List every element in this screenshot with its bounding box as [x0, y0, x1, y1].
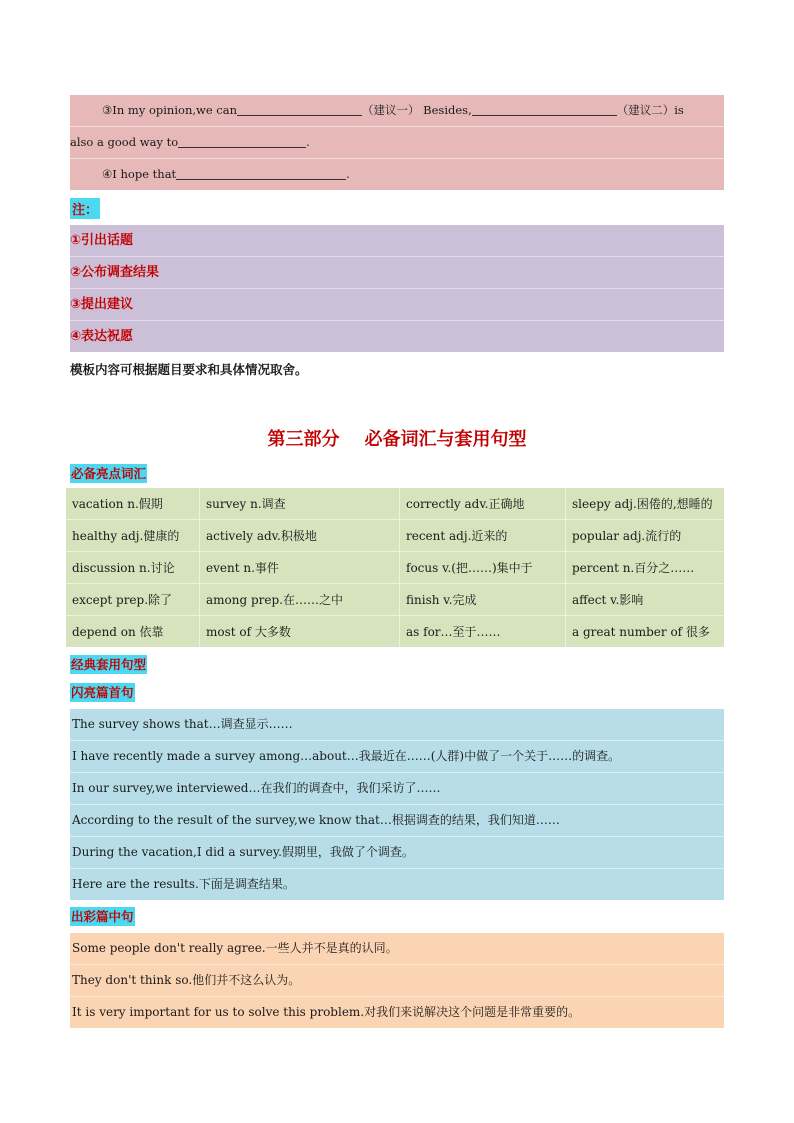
vocab-cell: as for…至于…… — [400, 616, 566, 648]
middle-heading: 出彩篇中句 — [71, 909, 134, 924]
page-content — [70, 95, 724, 1028]
vocab-cell: correctly adv.正确地 — [400, 488, 566, 520]
vocab-cell: popular adj.流行的 — [566, 520, 725, 552]
opening-sentences — [70, 709, 724, 900]
list-item: According to the result of the survey,we know that…根据调查的结果，我们知道…… — [70, 805, 724, 837]
table-row — [66, 552, 724, 584]
table-row — [66, 520, 724, 552]
table-row — [66, 488, 724, 520]
list-item: The survey shows that…调查显示…… — [70, 709, 724, 741]
vocab-cell: except prep.除了 — [66, 584, 200, 616]
template-text: ③In my opinion,we can — [102, 103, 238, 117]
notes-block — [70, 225, 724, 352]
vocab-cell: actively adv.积极地 — [200, 520, 400, 552]
vocab-cell: percent n.百分之…… — [566, 552, 725, 584]
list-item: During the vacation,I did a survey.假期里，我做了个调查。 — [70, 837, 724, 869]
vocab-cell: most of 大多数 — [200, 616, 400, 648]
answer-blank[interactable] — [178, 134, 306, 148]
vocab-cell: discussion n.讨论 — [66, 552, 200, 584]
opening-heading: 闪亮篇首句 — [71, 685, 134, 700]
vocab-cell: event n.事件 — [200, 552, 400, 584]
template-text: also a good way to — [70, 135, 179, 149]
vocab-cell: survey n.调查 — [200, 488, 400, 520]
list-item: Some people don't really agree.一些人并不是真的认同。 — [70, 933, 724, 965]
template-text: （建议二）is — [616, 103, 684, 117]
section-title: 第三部分 必备词汇与套用句型 — [267, 429, 527, 450]
answer-blank[interactable] — [176, 166, 346, 180]
patterns-heading: 经典套用句型 — [71, 657, 147, 672]
template-row-suggestions-cont — [70, 127, 724, 159]
vocab-cell: recent adj.近来的 — [400, 520, 566, 552]
note-item: ②公布调查结果 — [70, 257, 724, 289]
template-text: . — [346, 167, 350, 181]
table-row — [66, 584, 724, 616]
answer-blank[interactable] — [237, 102, 362, 116]
list-item: In our survey,we interviewed…在我们的调查中，我们采访了…… — [70, 773, 724, 805]
notes-heading: 注： — [70, 198, 100, 219]
template-text: ④I hope that — [102, 167, 177, 181]
list-item: It is very important for us to solve this problem.对我们来说解决这个问题是非常重要的。 — [72, 1005, 581, 1019]
template-row-suggestions — [70, 95, 724, 127]
note-item: ①引出话题 — [70, 225, 724, 257]
template-tip: 模板内容可根据题目要求和具体情况取舍。 — [70, 362, 308, 377]
template-block — [70, 95, 724, 190]
vocab-cell: among prep.在……之中 — [200, 584, 400, 616]
vocab-heading: 必备亮点词汇 — [71, 466, 147, 481]
vocab-table — [66, 488, 724, 647]
vocab-cell: finish v.完成 — [400, 584, 566, 616]
list-item: Here are the results.下面是调查结果。 — [72, 877, 295, 891]
table-row — [66, 616, 724, 648]
vocab-cell: depend on 依靠 — [66, 616, 200, 648]
vocab-cell: healthy adj.健康的 — [66, 520, 200, 552]
answer-blank[interactable] — [472, 102, 617, 116]
template-text: （建议一） Besides, — [362, 103, 472, 117]
vocab-cell: a great number of 很多 — [572, 625, 710, 639]
template-text: . — [306, 135, 310, 149]
vocab-cell: focus v.(把……)集中于 — [400, 552, 566, 584]
vocab-cell: vacation n.假期 — [66, 488, 200, 520]
note-item: ④表达祝愿 — [70, 329, 134, 344]
vocab-cell: affect v.影响 — [566, 584, 725, 616]
vocab-cell: sleepy adj.困倦的,想睡的 — [566, 488, 725, 520]
middle-sentences — [70, 933, 724, 1028]
list-item: I have recently made a survey among…about…我最近在……(人群)中做了一个关于……的调查。 — [70, 741, 724, 773]
template-row-hope — [70, 159, 724, 190]
note-item: ③提出建议 — [70, 289, 724, 321]
list-item: They don't think so.他们并不这么认为。 — [70, 965, 724, 997]
